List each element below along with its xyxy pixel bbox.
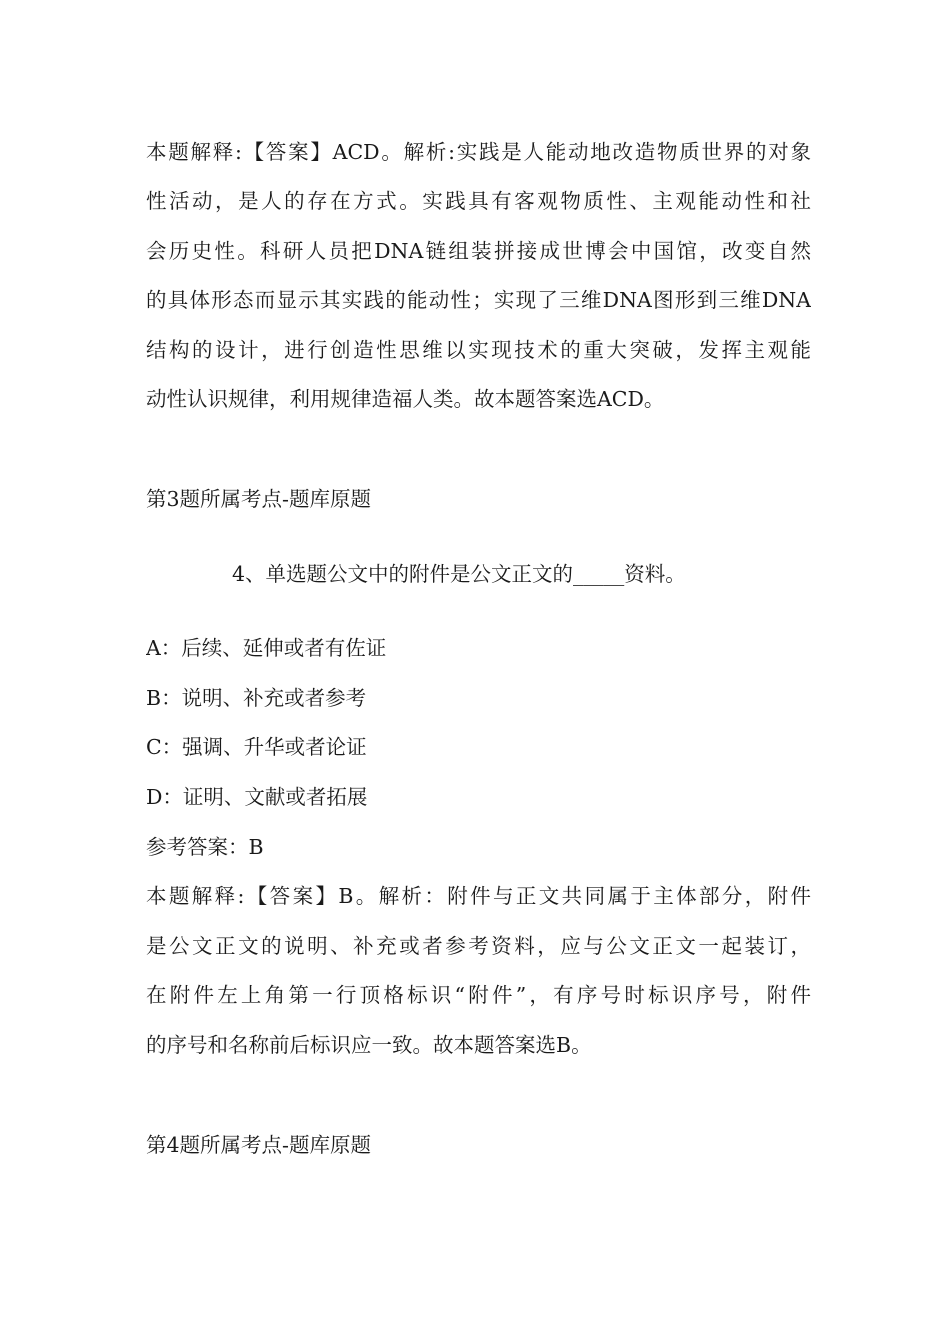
explanation-line: 本题解释:【答案】B。解析：附件与正文共同属于主体部分，附件 [146, 884, 811, 908]
explanation-line: 结构的设计，进行创造性思维以实现技术的重大突破，发挥主观能 [146, 338, 811, 362]
explanation-line: 会历史性。科研人员把DNA链组装拼接成世博会中国馆，改变自然 [146, 239, 811, 263]
option-c: C：强调、升华或者论证 [146, 735, 367, 759]
question-stem: 4、单选题公文中的附件是公文正文的_____资料。 [232, 562, 686, 586]
explanation-line: 是公文正文的说明、补充或者参考资料，应与公文正文一起装订， [146, 934, 811, 958]
section-label: 第3题所属考点-题库原题 [146, 487, 371, 511]
explanation-line: 本题解释:【答案】ACD。解析:实践是人能动地改造物质世界的对象 [146, 140, 811, 164]
section-label: 第4题所属考点-题库原题 [146, 1133, 371, 1157]
explanation-line: 的序号和名称前后标识应一致。故本题答案选B。 [146, 1033, 592, 1057]
explanation-line: 性活动，是人的存在方式。实践具有客观物质性、主观能动性和社 [146, 189, 811, 213]
option-a: A：后续、延伸或者有佐证 [146, 636, 387, 660]
explanation-line: 动性认识规律，利用规律造福人类。故本题答案选ACD。 [146, 387, 665, 411]
option-d: D：证明、文献或者拓展 [146, 785, 368, 809]
option-b: B：说明、补充或者参考 [146, 686, 367, 710]
reference-answer: 参考答案：B [146, 835, 264, 859]
explanation-line: 的具体形态而显示其实践的能动性；实现了三维DNA图形到三维DNA [146, 288, 811, 312]
explanation-line: 在附件左上角第一行顶格标识“附件”，有序号时标识序号，附件 [146, 983, 811, 1007]
